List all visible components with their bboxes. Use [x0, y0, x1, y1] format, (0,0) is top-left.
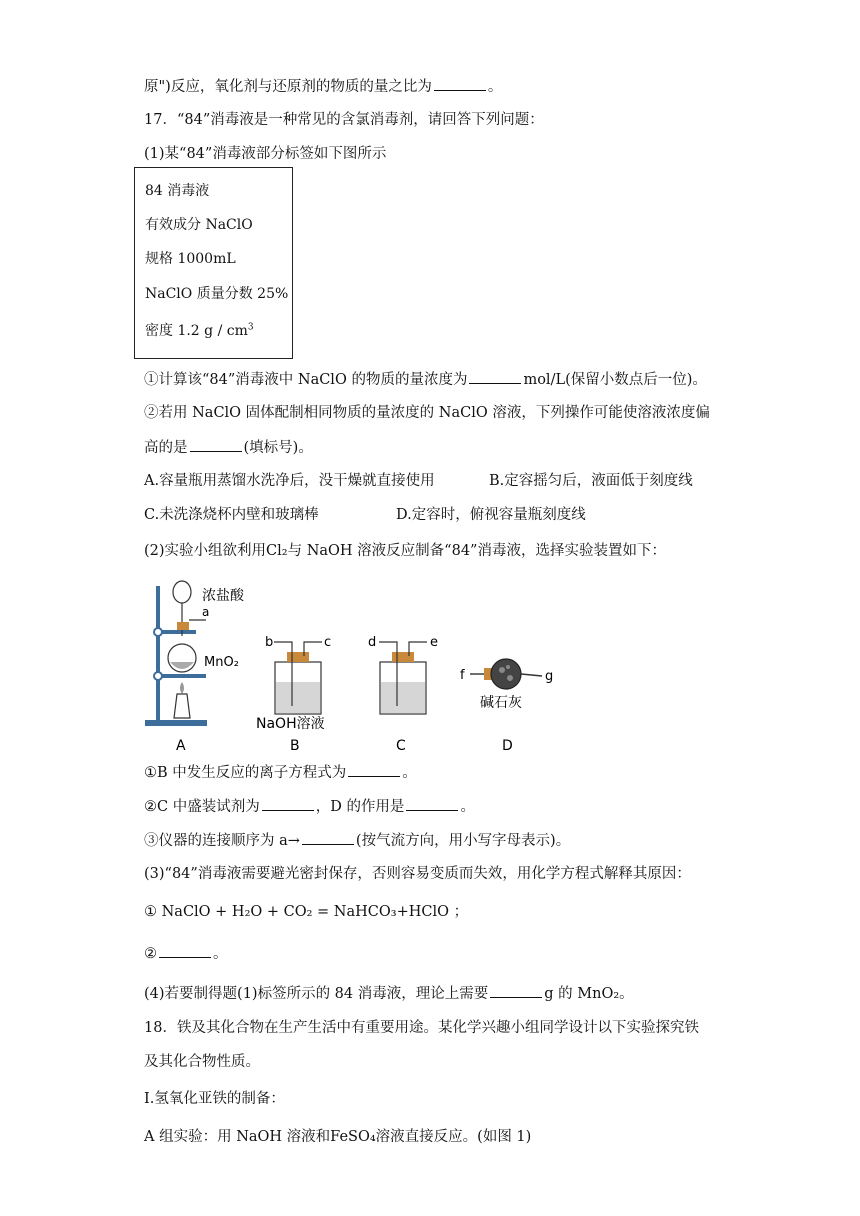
answer-blank[interactable]: [159, 943, 211, 958]
label-f: f: [460, 668, 465, 683]
part-4: (4)若要制得题(1)标签所示的 84 消毒液，理论上需要 g 的 MnO₂。: [144, 983, 634, 1004]
label-e: e: [430, 635, 438, 650]
bottle-b-liquid: [276, 682, 320, 713]
label-d: d: [368, 635, 377, 650]
stand-rod: [156, 586, 160, 722]
option-c: C.未洗涤烧杯内壁和玻璃棒: [144, 507, 319, 523]
text-line: 高的是 (填标号)。: [144, 437, 313, 458]
option-b: B.定容摇匀后，液面低于刻度线: [489, 473, 693, 489]
clamp-knob: [154, 672, 162, 680]
label-fraction: NaClO 质量分数 25%: [145, 286, 289, 302]
caption-b: B: [290, 738, 300, 754]
alcohol-lamp: [174, 694, 190, 718]
question-18: 18．铁及其化合物在生产生活中有重要用途。某化学兴趣小组同学设计以下实验探究铁: [144, 1020, 699, 1036]
label-c: c: [324, 635, 332, 650]
part-1: (1)某“84”消毒液部分标签如下图所示: [144, 146, 387, 162]
label-soda-lime: 碱石灰: [480, 695, 522, 711]
question-17: 17．“84”消毒液是一种常见的含氯消毒剂，请回答下列问题：: [144, 112, 544, 128]
apparatus-figure: [140, 570, 580, 755]
drying-tube-bulb: [491, 659, 521, 689]
text-line: ②C 中盛装试剂为 ，D 的作用是 。: [144, 796, 475, 817]
soda-lime-granule: [507, 675, 513, 681]
caption-c: C: [396, 738, 406, 754]
answer-blank[interactable]: [302, 830, 354, 845]
answer-blank[interactable]: [490, 983, 542, 998]
stand-ring: [156, 674, 206, 678]
answer-blank[interactable]: [348, 762, 400, 777]
stand-base: [145, 720, 207, 726]
option-a: A.容量瓶用蒸馏水洗净后，没干燥就直接使用: [144, 473, 435, 489]
answer-blank[interactable]: [262, 796, 314, 811]
label-a: a: [202, 605, 210, 619]
label-name: 84 消毒液: [145, 183, 210, 199]
label-spec: 规格 1000mL: [145, 251, 236, 267]
section-heading: I.氢氧化亚铁的制备：: [144, 1091, 285, 1107]
stopper: [177, 622, 189, 630]
soda-lime-granule: [499, 667, 505, 673]
product-label-box: [134, 167, 293, 359]
label-b: b: [265, 635, 274, 650]
text-line: 及其化合物性质。: [144, 1054, 260, 1070]
bottle-c-stopper: [392, 652, 414, 662]
label-mno2: MnO₂: [204, 655, 239, 670]
caption-d: D: [502, 738, 513, 754]
caption-a: A: [176, 738, 186, 754]
part-2: (2)实验小组欲利用Cl₂与 NaOH 溶液反应制备“84”消毒液，选择实验装置如下：: [144, 543, 666, 559]
text-line: 原")反应，氧化剂与还原剂的物质的量之比为 。: [144, 76, 502, 97]
option-d: D.定容时，俯视容量瓶刻度线: [396, 507, 586, 523]
clamp-knob: [154, 628, 162, 636]
text-line: ③仪器的连接顺序为 a→ (按气流方向，用小写字母表示)。: [144, 830, 570, 851]
answer-blank[interactable]: [434, 76, 486, 91]
text-line: ②若用 NaClO 固体配制相同物质的量浓度的 NaClO 溶液，下列操作可能使溶液浓度偏: [144, 405, 710, 421]
flame: [180, 682, 184, 694]
equation-2: ② 。: [144, 943, 228, 964]
text-line: ①B 中发生反应的离子方程式为 。: [144, 762, 417, 783]
equation-1: ① NaClO + H₂O + CO₂ = NaHCO₃+HClO ；: [144, 904, 469, 920]
part-3: (3)“84”消毒液需要避光密封保存，否则容易变质而失效，用化学方程式解释其原因：: [144, 866, 691, 882]
soda-lime-granule: [506, 665, 510, 669]
dropping-funnel: [173, 581, 191, 603]
label-g: g: [545, 669, 554, 684]
answer-blank[interactable]: [469, 369, 521, 384]
bottle-b-stopper: [287, 652, 309, 662]
answer-blank[interactable]: [406, 796, 458, 811]
text-line: A 组实验：用 NaOH 溶液和FeSO₄溶液直接反应。(如图 1): [144, 1129, 532, 1145]
label-ingredient: 有效成分 NaClO: [145, 217, 253, 233]
answer-blank[interactable]: [190, 437, 242, 452]
label-naoh: NaOH溶液: [256, 716, 325, 732]
label-conc-hcl: 浓盐酸: [202, 588, 244, 604]
text-line: ①计算该“84”消毒液中 NaClO 的物质的量浓度为 mol/L(保留小数点后一位)。: [144, 369, 707, 390]
bottle-c-liquid: [381, 682, 425, 713]
label-density: 密度 1.2 g / $cm^3$: [145, 322, 254, 339]
drying-tube-outlet: [521, 674, 542, 676]
